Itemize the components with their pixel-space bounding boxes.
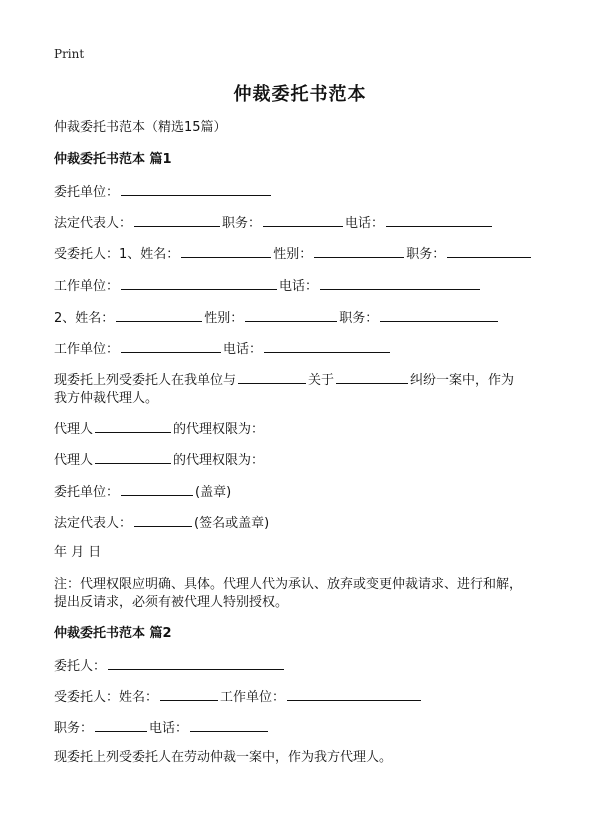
document-title: 仲裁委托书范本	[233, 84, 367, 105]
client-unit-label: 委托单位：	[54, 185, 120, 200]
s2-agent-blank	[160, 687, 218, 701]
s2-client-blank	[108, 656, 284, 670]
note-line-2: 提出反请求，必须有被代理人特别授权。	[54, 595, 289, 610]
client-unit-blank	[121, 182, 271, 196]
seal-unit-label: 委托单位：	[54, 485, 120, 500]
print-link[interactable]: Print	[54, 47, 85, 61]
body-part-a: 现委托上列受委托人在我单位与	[54, 373, 237, 388]
s2-position-label: 职务：	[54, 721, 94, 736]
agent1-work-label: 工作单位：	[54, 279, 120, 294]
client-unit-row	[54, 182, 273, 202]
agent1-position-label: 职务：	[406, 247, 446, 262]
agent2-work-label: 工作单位：	[54, 342, 120, 357]
seal-note: (盖章)	[195, 485, 232, 500]
s2-agent-row	[54, 687, 423, 707]
note-paragraph	[54, 576, 554, 612]
body-part-b: 关于	[308, 373, 335, 388]
agent-blank-2	[95, 450, 171, 464]
phone-blank	[386, 213, 492, 227]
agent2-phone-label: 电话：	[223, 342, 263, 357]
body-blank-a	[238, 370, 306, 384]
agent1-name-blank	[181, 244, 271, 258]
agent1-name-label: 受委托人：1、姓名：	[54, 247, 180, 262]
legal-rep-row	[54, 213, 494, 233]
body-part-d: 我方仲裁代理人。	[54, 391, 159, 406]
agent-scope-row-2	[54, 450, 264, 470]
agent1-work-row	[54, 276, 482, 296]
s2-phone-blank	[190, 718, 268, 732]
body-part-c: 纠纷一案中，作为	[410, 373, 515, 388]
note-line-1: 注：代理权限应明确、具体。代理人代为承认、放弃或变更仲裁请求、进行和解，	[54, 577, 523, 592]
agent-label-2: 代理人	[54, 453, 94, 468]
agent1-work-blank	[121, 276, 277, 290]
agent2-position-blank	[380, 308, 498, 322]
agent2-gender-blank	[245, 308, 337, 322]
agent2-name-label: 2、姓名：	[54, 311, 115, 326]
s2-position-blank	[95, 718, 147, 732]
s2-position-row	[54, 718, 270, 738]
agent-blank-1	[95, 419, 171, 433]
agent2-work-blank	[121, 339, 221, 353]
agent1-position-blank	[447, 244, 531, 258]
s2-phone-label: 电话：	[149, 721, 189, 736]
seal-row	[54, 482, 231, 502]
agent2-phone-blank	[264, 339, 390, 353]
seal-blank	[121, 482, 193, 496]
agent1-phone-blank	[320, 276, 480, 290]
agent1-gender-blank	[314, 244, 404, 258]
body-blank-b	[336, 370, 408, 384]
section2-heading: 仲裁委托书范本 篇2	[54, 626, 172, 641]
agent-label-1: 代理人	[54, 422, 94, 437]
sign-rep-label: 法定代表人：	[54, 516, 133, 531]
agent-scope-label-1: 的代理权限为：	[173, 422, 265, 437]
s2-agent-label: 受委托人：姓名：	[54, 690, 159, 705]
section1-heading: 仲裁委托书范本 篇1	[54, 152, 172, 167]
s2-client-label: 委托人：	[54, 659, 107, 674]
agent2-name-blank	[116, 308, 202, 322]
agent2-work-row	[54, 339, 392, 359]
agent1-row	[54, 244, 533, 264]
legal-rep-blank	[134, 213, 220, 227]
legal-rep-label: 法定代表人：	[54, 216, 133, 231]
s2-work-label: 工作单位：	[220, 690, 286, 705]
document-subtitle: 仲裁委托书范本（精选15篇）	[54, 120, 227, 135]
sign-blank	[134, 513, 192, 527]
agent2-gender-label: 性别：	[204, 311, 244, 326]
sign-note: (签名或盖章)	[194, 516, 270, 531]
agent-scope-label-2: 的代理权限为：	[173, 453, 265, 468]
s2-work-blank	[287, 687, 421, 701]
agent-scope-row-1	[54, 419, 264, 439]
agent1-gender-label: 性别：	[273, 247, 313, 262]
s2-body: 现委托上列受委托人在劳动仲裁一案中，作为我方代理人。	[54, 750, 393, 765]
position-label: 职务：	[222, 216, 262, 231]
phone-label: 电话：	[345, 216, 385, 231]
date-line: 年 月 日	[54, 545, 102, 560]
agent2-position-label: 职务：	[339, 311, 379, 326]
agent2-row	[54, 308, 500, 328]
s2-client-row	[54, 656, 286, 676]
body-paragraph	[54, 370, 554, 408]
signature-row	[54, 513, 269, 533]
agent1-phone-label: 电话：	[279, 279, 319, 294]
position-blank	[263, 213, 343, 227]
